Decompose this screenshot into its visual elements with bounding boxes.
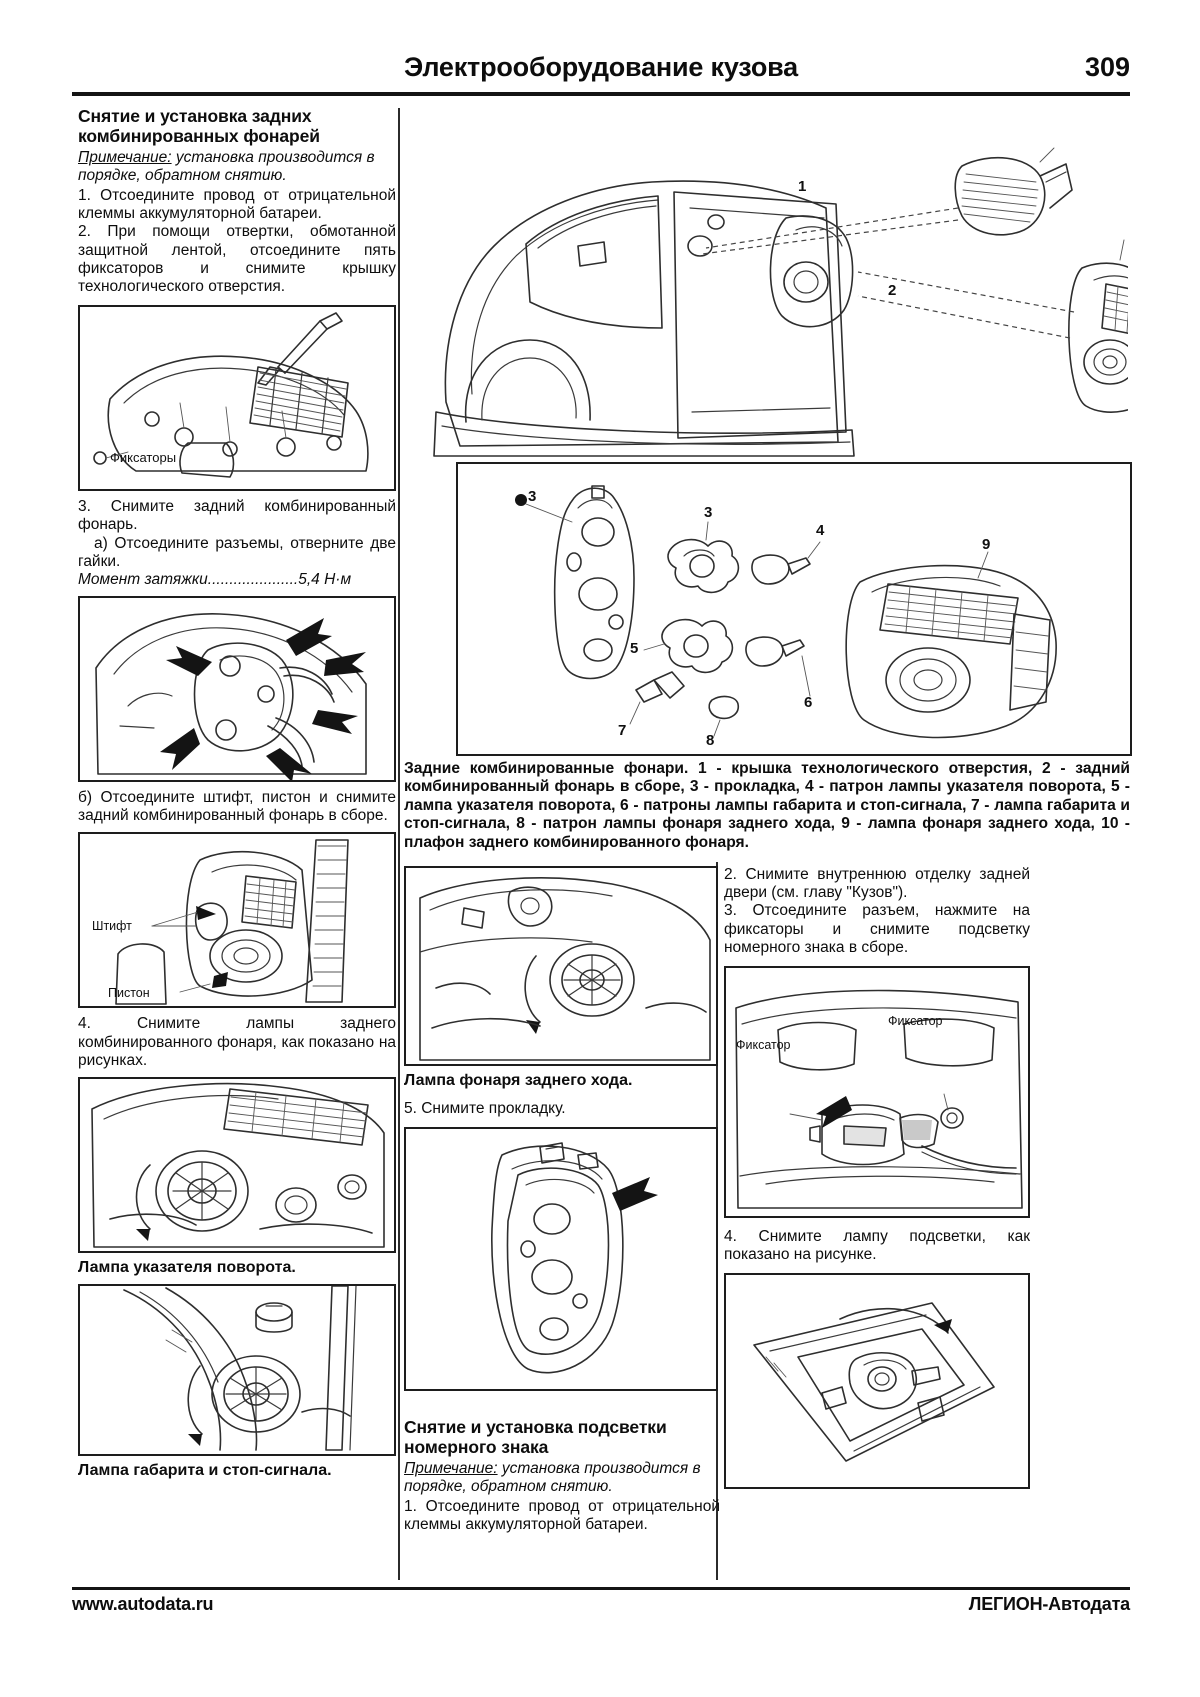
figure-caption-turn-signal: Лампа указателя поворота. [78, 1259, 296, 1277]
figure-gasket-removal [404, 1127, 718, 1391]
note-label-2: Примечание: [404, 1460, 498, 1478]
figure-label-clip-left: Фиксатор [736, 1038, 791, 1053]
figure-license-lamp-clips [724, 966, 1030, 1218]
figure-license-lamp-clips-drawing [726, 968, 1028, 1216]
note-reverse-order [78, 149, 396, 185]
figure-lamp-fasteners-drawing [80, 598, 394, 780]
footer-site-url[interactable]: www.autodata.ru [72, 1594, 214, 1614]
note-reverse-order-2 [404, 1460, 720, 1496]
figure-label-pin: Штифт [92, 919, 132, 934]
step-3a: а) Отсоедините разъемы, отверните две гайки. [78, 534, 396, 570]
exploded-diagram-caption [404, 760, 1130, 852]
section-title-tail-lamps: Снятие и установка задних комбинированных фонарей [78, 106, 320, 146]
figure-turn-signal-bulb [78, 1077, 396, 1253]
callout-8: 8 [706, 732, 715, 749]
page-footer [72, 1594, 1130, 1622]
right-column [724, 866, 1030, 1489]
step-2: 2. При помощи отвертки, обмотанной защитной лентой, отсоедините пять фиксаторов и снимите крышку технологического отверстия. [78, 223, 396, 296]
figure-pin-piston [78, 832, 396, 1008]
callout-5: 5 [630, 640, 639, 657]
figure-label-piston: Пистон [108, 986, 150, 1001]
step-3b: б) Отсоедините штифт, пистон и снимите задний комбинированный фонарь в сборе. [78, 789, 396, 825]
page-number: 309 [1084, 52, 1130, 82]
callout-9: 9 [982, 536, 991, 553]
column-divider-left [398, 108, 400, 1580]
torque-spec: Момент затяжки.....................5,4 Н·м [78, 571, 352, 589]
figure-license-bulb-drawing [726, 1275, 1028, 1487]
figure-label-clips: Фиксаторы [110, 450, 177, 466]
callout-7: 7 [618, 722, 627, 739]
note-label: Примечание: [78, 149, 172, 166]
callout-6: 6 [804, 694, 813, 711]
figure-access-cover [78, 305, 396, 491]
license-step-4: 4. Снимите лампу подсветки, как показано на рисунке. [724, 1228, 1030, 1264]
footer-publisher: ЛЕГИОН-Автодата [968, 1594, 1130, 1614]
figure-vehicle-rear-drawing [406, 112, 1128, 460]
figure-reverse-lamp-bulb [404, 866, 718, 1066]
figure-caption-reverse-lamp: Лампа фонаря заднего хода. [404, 1072, 633, 1089]
step-1: 1. Отсоедините провод от отрицательной клеммы аккумуляторной батареи. [78, 187, 396, 223]
exploded-diagram-caption-text: Задние комбинированные фонари. 1 - крышка технологического отверстия, 2 - задний комбинированный фонарь в сборе, 3 - прокладка, 4 - патрон лампы указателя поворота, 5 - лампа указателя поворота, 6 - патроны лампы габарита и стоп-сигнала, 7 - лампа габарита и стоп-сигнала, 8 - патрон лампы фонаря заднего хода, 9 - лампа фонаря заднего хода, 10 - плафон заднего комбинированного фонаря. [404, 760, 1130, 851]
figure-exploded-parts [456, 462, 1132, 756]
callout-1: 1 [798, 178, 807, 195]
figure-license-bulb-removal [724, 1273, 1030, 1489]
callout-3-gasket-left: 3 [528, 488, 537, 505]
figure-stop-lamp-bulb-drawing [80, 1286, 394, 1454]
note-body-2: установка производится в порядке, обратном снятию. [404, 1460, 701, 1496]
license-step-3: 3. Отсоедините разъем, нажмите на фиксаторы и снимите подсветку номерного знака в сборе. [724, 902, 1030, 956]
header-divider [72, 92, 1130, 96]
callout-3-socket: 3 [704, 504, 713, 521]
step-5-gasket: 5. Снимите прокладку. [404, 1100, 566, 1117]
figure-gasket-removal-drawing [406, 1129, 716, 1389]
figure-exploded-parts-drawing [458, 464, 1130, 754]
figure-turn-signal-bulb-drawing [80, 1079, 394, 1251]
step-3: 3. Снимите задний комбинированный фонарь. [78, 498, 396, 534]
license-step-1: 1. Отсоедините провод от отрицательной клеммы аккумуляторной батареи. [404, 1498, 720, 1534]
footer-divider [72, 1587, 1130, 1590]
figure-reverse-lamp-drawing [406, 868, 716, 1064]
callout-4: 4 [816, 522, 825, 539]
mid-column [404, 866, 720, 1535]
figure-stop-lamp-bulb [78, 1284, 396, 1456]
figure-vehicle-rear-overview [406, 112, 1128, 460]
page-title: Электрооборудование кузова [404, 52, 798, 82]
figure-caption-stop-lamp: Лампа габарита и стоп-сигнала. [78, 1462, 332, 1480]
left-column [78, 106, 396, 1480]
license-step-2: 2. Снимите внутреннюю отделку задней двери (см. главу "Кузов"). [724, 866, 1030, 902]
note-body: установка производится в порядке, обратном снятию. [78, 149, 375, 184]
figure-label-clip-right: Фиксатор [888, 1014, 943, 1029]
step-4: 4. Снимите лампы заднего комбинированного фонаря, как показано на рисунках. [78, 1015, 396, 1069]
figure-lamp-fasteners [78, 596, 396, 782]
callout-2: 2 [888, 282, 897, 299]
section-title-license-lamp: Снятие и установка подсветки номерного знака [404, 1417, 667, 1458]
